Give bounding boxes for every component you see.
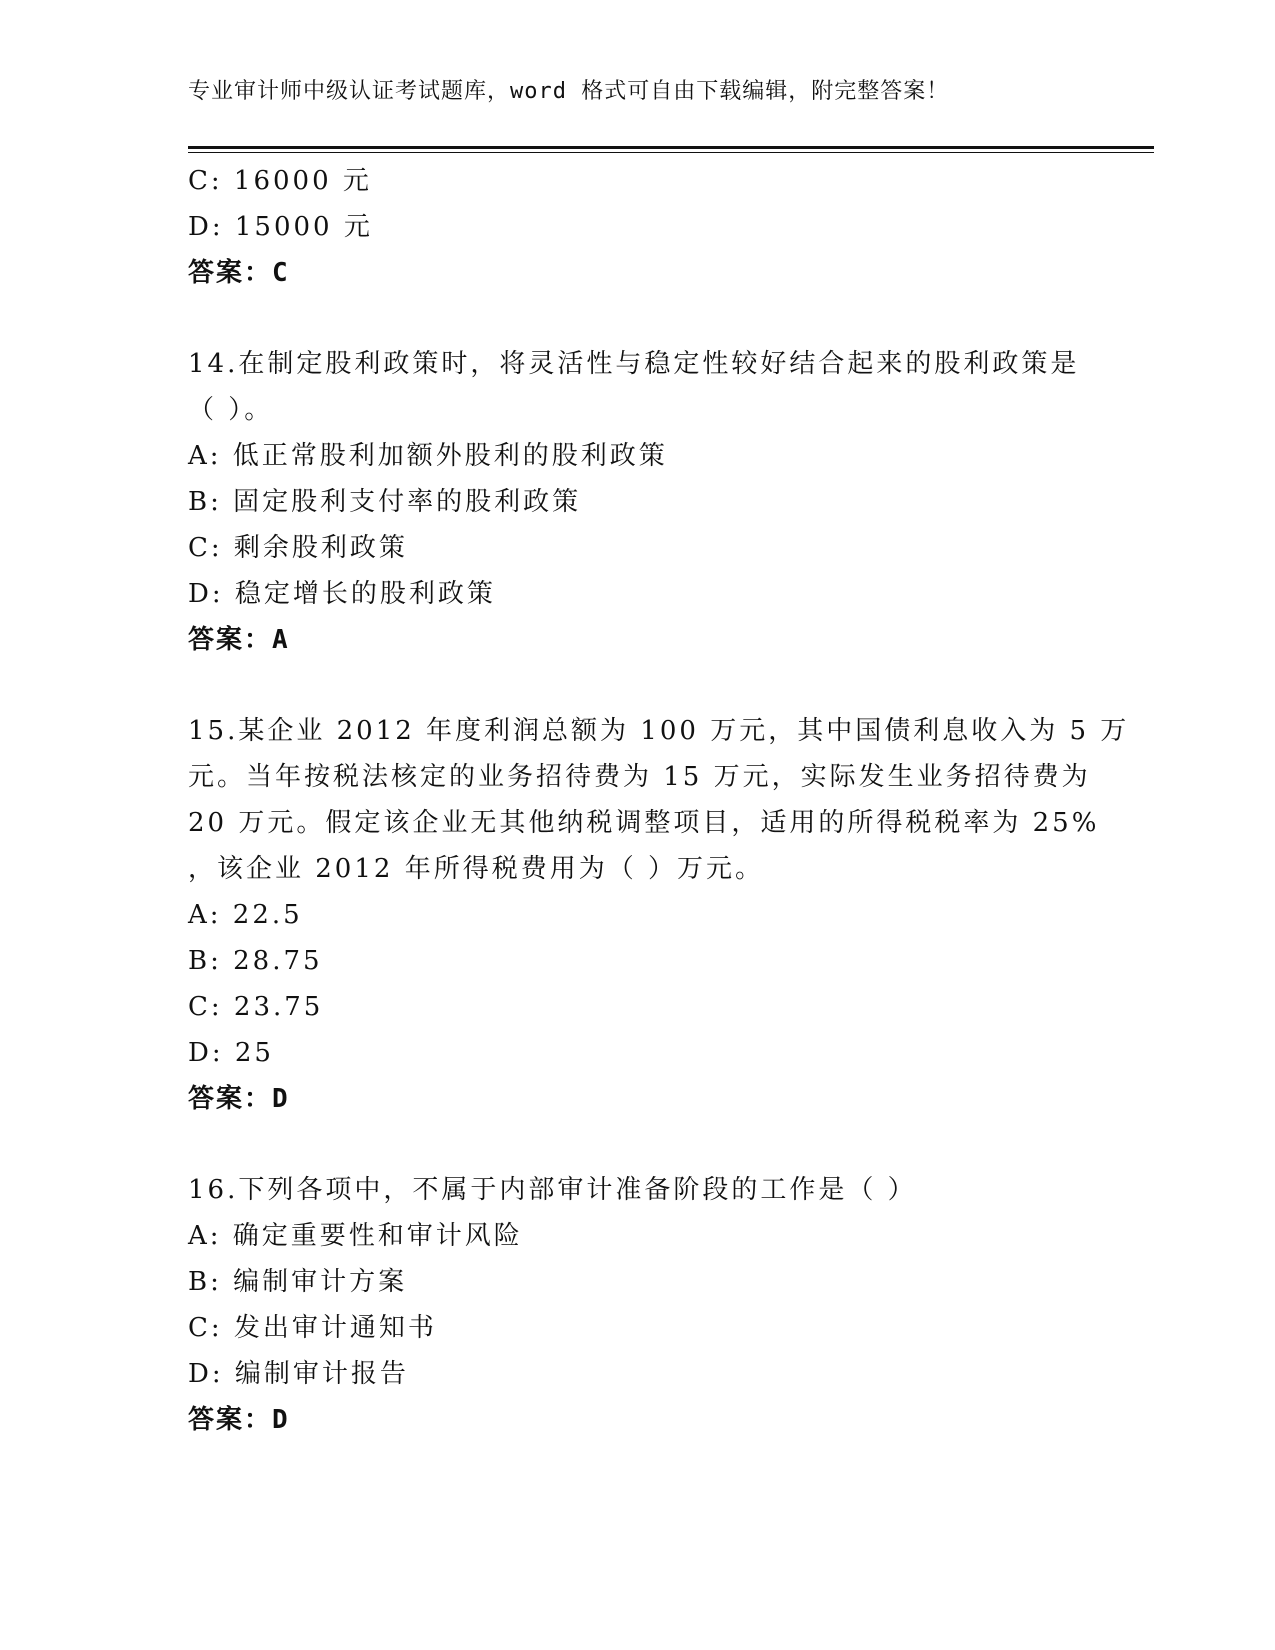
question-text-line: 元。当年按税法核定的业务招待费为 15 万元，实际发生业务招待费为	[188, 762, 1091, 792]
option-c: C: 发出审计通知书	[188, 1313, 437, 1343]
question-text-line: 20 万元。假定该企业无其他纳税调整项目，适用的所得税税率为 25%	[188, 808, 1100, 838]
option-d: D: 编制审计报告	[188, 1359, 409, 1389]
option-c: C: 23.75	[188, 992, 324, 1022]
header-rule-thin	[188, 152, 1154, 153]
question-15	[188, 708, 1130, 1122]
question-13-fragment	[188, 158, 1088, 296]
question-16	[188, 1167, 1088, 1443]
question-text-line: 16.下列各项中，不属于内部审计准备阶段的工作是（ ）	[188, 1175, 917, 1205]
question-text-line: 14.在制定股利政策时，将灵活性与稳定性较好结合起来的股利政策是	[188, 349, 1080, 379]
answer: 答案：D	[188, 1084, 290, 1114]
answer: 答案：A	[188, 625, 290, 655]
answer: 答案：C	[188, 258, 290, 288]
question-text-line: ，该企业 2012 年所得税费用为（ ）万元。	[188, 854, 764, 884]
content	[188, 158, 1130, 1443]
page-header: 专业审计师中级认证考试题库，word 格式可自由下载编辑，附完整答案！	[188, 79, 950, 104]
option-c: C: 16000 元	[188, 166, 372, 196]
option-d: D: 稳定增长的股利政策	[188, 579, 496, 609]
option-a: A: 低正常股利加额外股利的股利政策	[188, 441, 668, 471]
question-text-line: （ ）。	[188, 395, 274, 425]
option-a: A: 22.5	[188, 900, 303, 930]
option-a: A: 确定重要性和审计风险	[188, 1221, 523, 1251]
question-text-line: 15.某企业 2012 年度利润总额为 100 万元，其中国债利息收入为 5 万	[188, 716, 1130, 746]
option-b: B: 28.75	[188, 946, 323, 976]
question-14	[188, 341, 1088, 663]
option-b: B: 编制审计方案	[188, 1267, 408, 1297]
option-b: B: 固定股利支付率的股利政策	[188, 487, 582, 517]
answer: 答案：D	[188, 1405, 290, 1435]
option-d: D: 15000 元	[188, 212, 373, 242]
option-c: C: 剩余股利政策	[188, 533, 408, 563]
option-d: D: 25	[188, 1038, 274, 1068]
header-rule-thick	[188, 146, 1154, 149]
